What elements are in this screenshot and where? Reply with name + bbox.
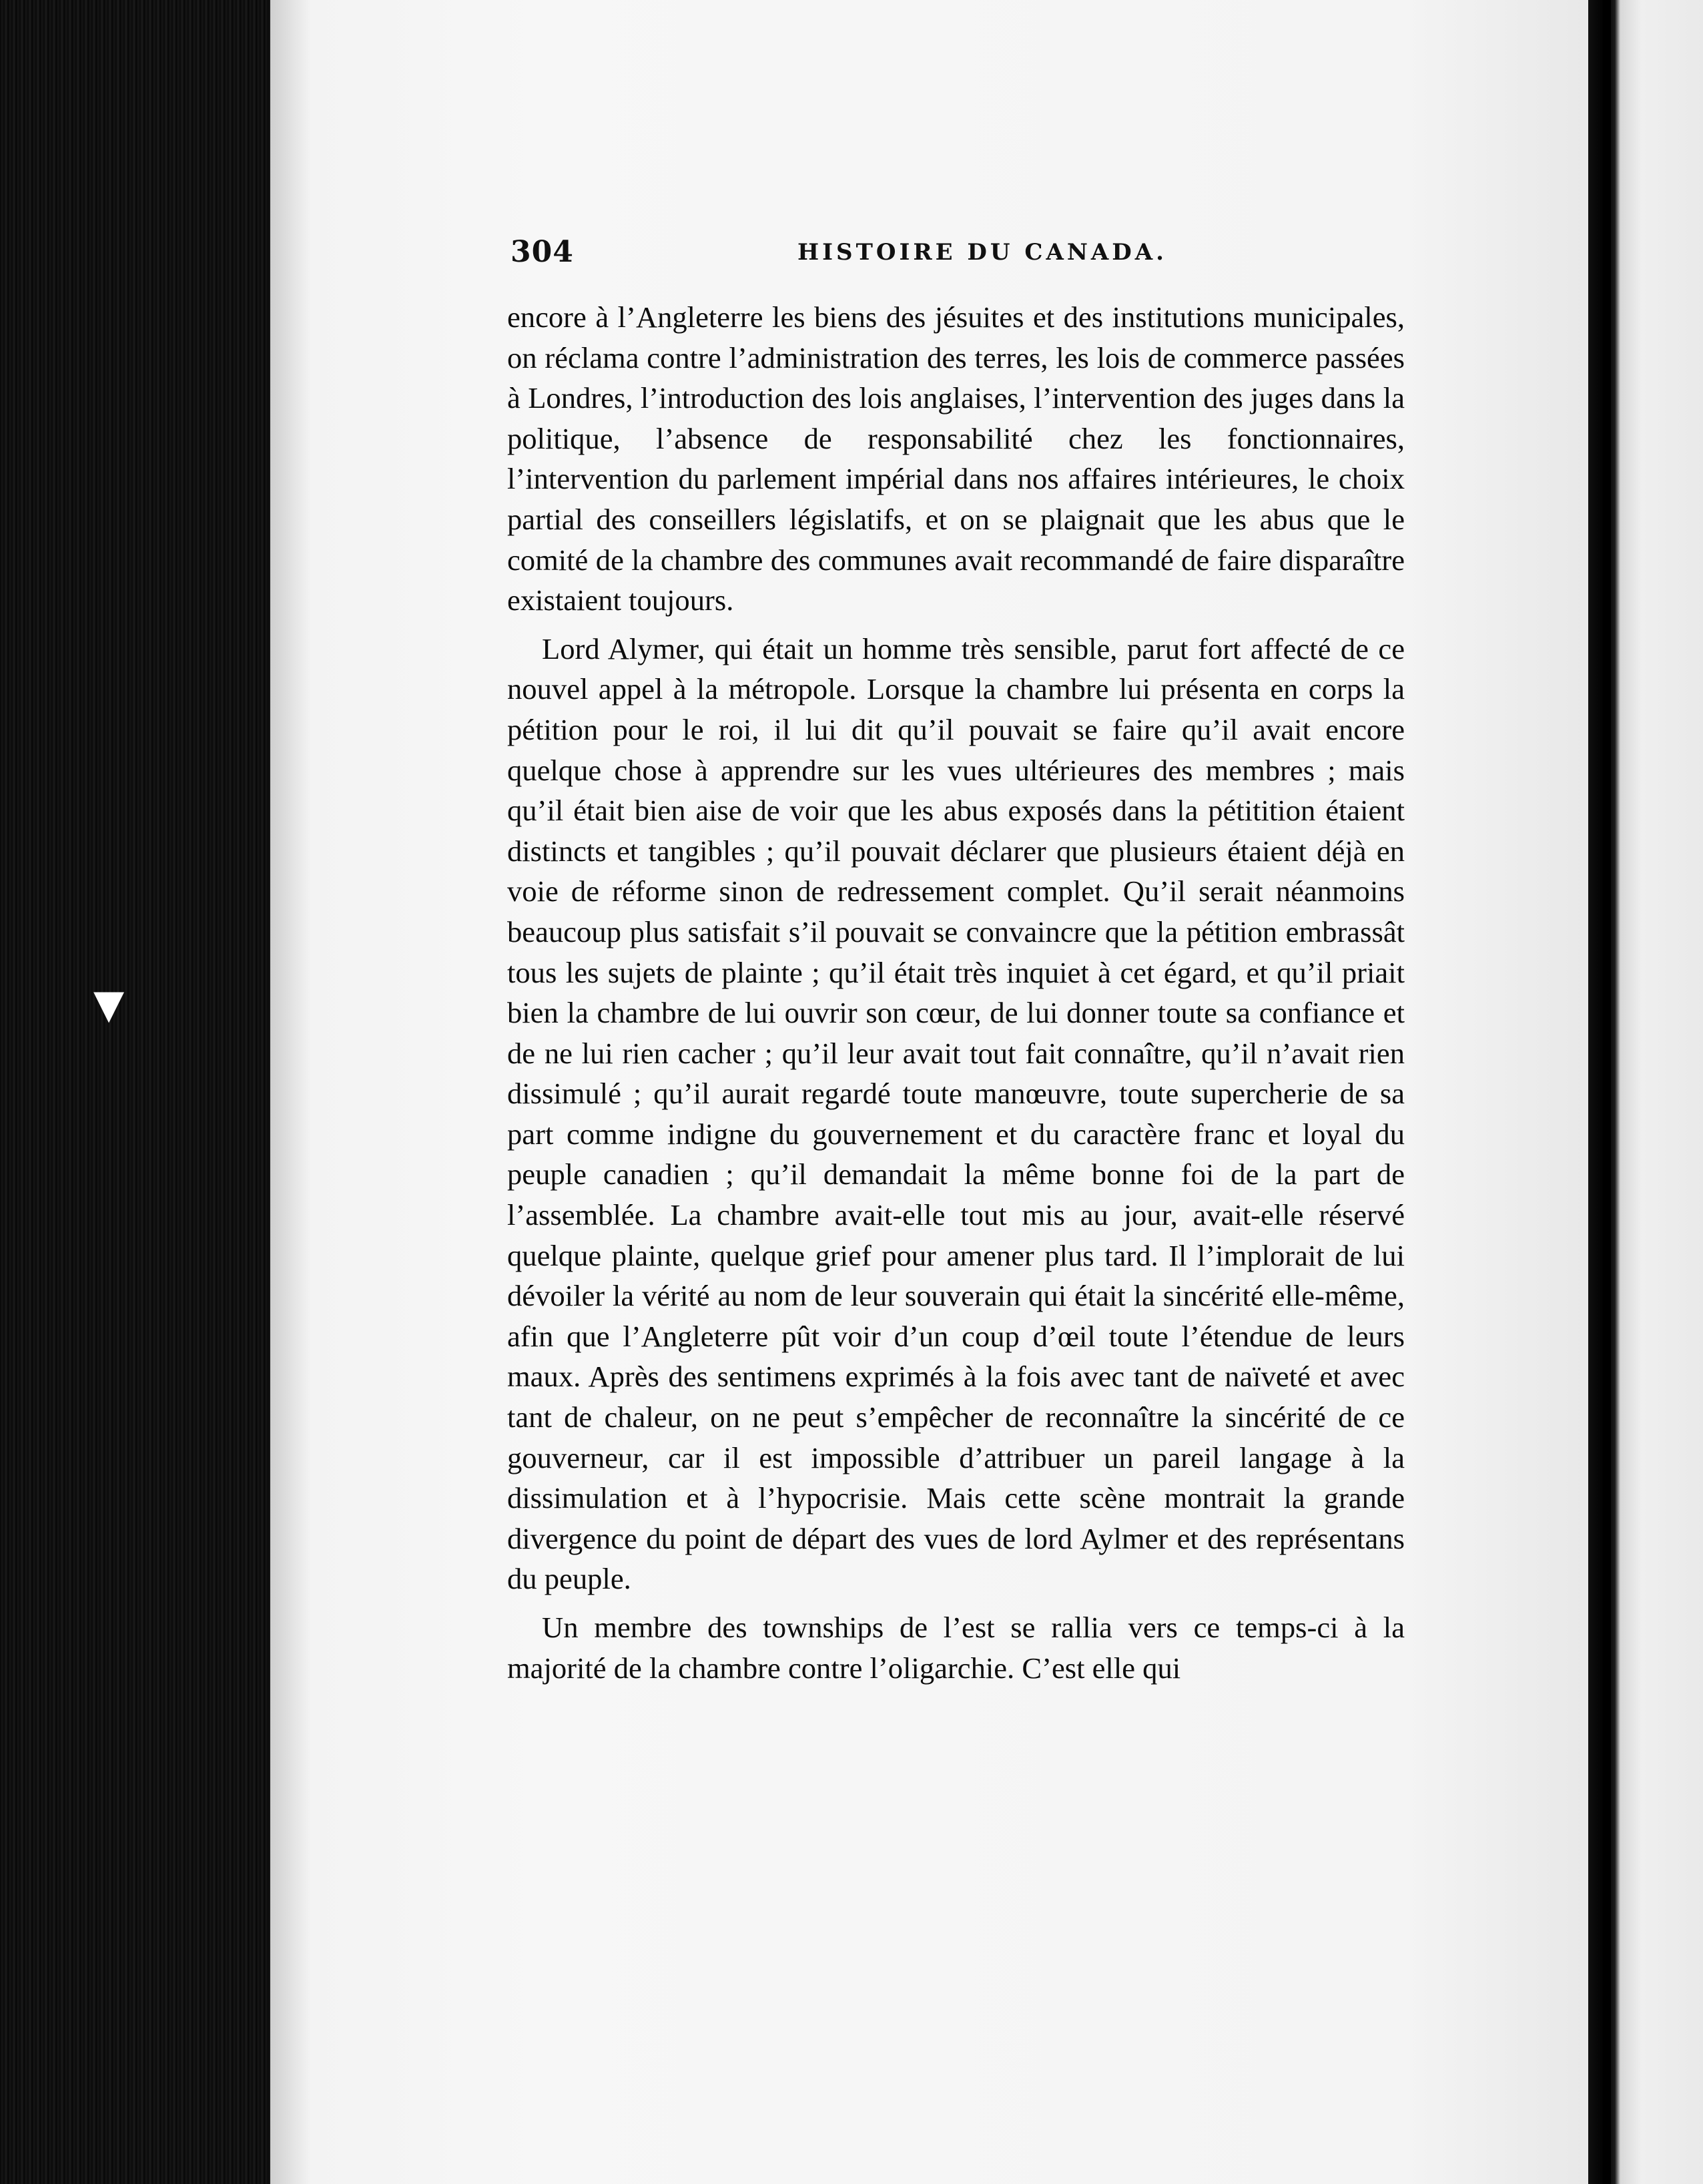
margin-mark: ▼ (93, 981, 125, 1028)
page-number: 304 (510, 235, 574, 269)
paragraph-3: Un membre des townships de l’est se rallia vers ce temps-ci à la majorité de la chambre contre l’oligarchie. C’est elle qui (507, 1611, 1405, 1685)
page-gutter-line (1603, 0, 1611, 2184)
body-text (507, 297, 1405, 1688)
paragraph-2: Lord Alymer, qui était un homme très sensible, parut fort affecté de ce nouvel appel à la métropole. Lorsque la chambre lui présenta en corps la pétition pour le roi, il lui dit qu’il pouvait se faire qu’il avait encore quelque chose à apprendre sur les vues ultérieures des membres ; mais qu’il était bien aise de voir que les abus exposés dans la pétitition étaient distincts et tangibles ; qu’il pouvait déclarer que plusieurs étaient déjà en voie de réforme sinon de redressement complet. Qu’il serait néanmoins beaucoup plus satisfait s’il pouvait se convaincre que la pétition embrassât tous les sujets de plainte ; qu’il était très inquiet à cet égard, et qu’il priait bien la chambre de lui ouvrir son cœur, de lui donner toute sa confiance et de ne lui rien cacher ; qu’il leur avait tout fait connaître, qu’il n’avait rien dissimulé ; qu’il aurait regardé toute manœuvre, toute supercherie de sa part comme indigne du gouvernement et du caractère franc et loyal du peuple canadien ; qu’il demandait la même bonne foi de la part de l’assemblée. La chambre avait-elle tout mis au jour, avait-elle réservé quelque plainte, quelque grief pour amener plus tard. Il l’implorait de lui dévoiler la vérité au nom de leur souverain qui était la sincérité elle-même, afin que l’Angleterre pût voir d’un coup d’œil toute l’étendue de leurs maux. Après des sentimens exprimés à la fois avec tant de naïveté et avec tant de chaleur, on ne peut s’empêcher de reconnaître la sincérité de ce gouverneur, car il est impossible d’attribuer un pareil langage à la dissimulation et à l’hypocrisie. Mais cette scène montrait la grande divergence du point de départ des vues de lord Aylmer et des représentans du peuple. (507, 631, 1405, 1596)
paragraph-1: encore à l’Angleterre les biens des jésuites et des institutions municipales, on réclama contre l’administration des terres, les lois de commerce passées à Londres, l’introduction des lois anglaises, l’intervention des juges dans la politique, l’absence de responsabilité chez les fonctionnaires, l’intervention du parlement impérial dans nos affaires intérieures, le choix partial des conseillers législatifs, et on se plaignait que les abus que le comité de la chambre des communes avait recommandé de faire disparaître existaient toujours. (507, 300, 1405, 617)
running-head: HISTOIRE DU CANADA. (797, 239, 1167, 266)
page-header (510, 235, 1391, 268)
next-page-edge (1588, 0, 1703, 2184)
book-spine-edge (0, 0, 287, 2184)
